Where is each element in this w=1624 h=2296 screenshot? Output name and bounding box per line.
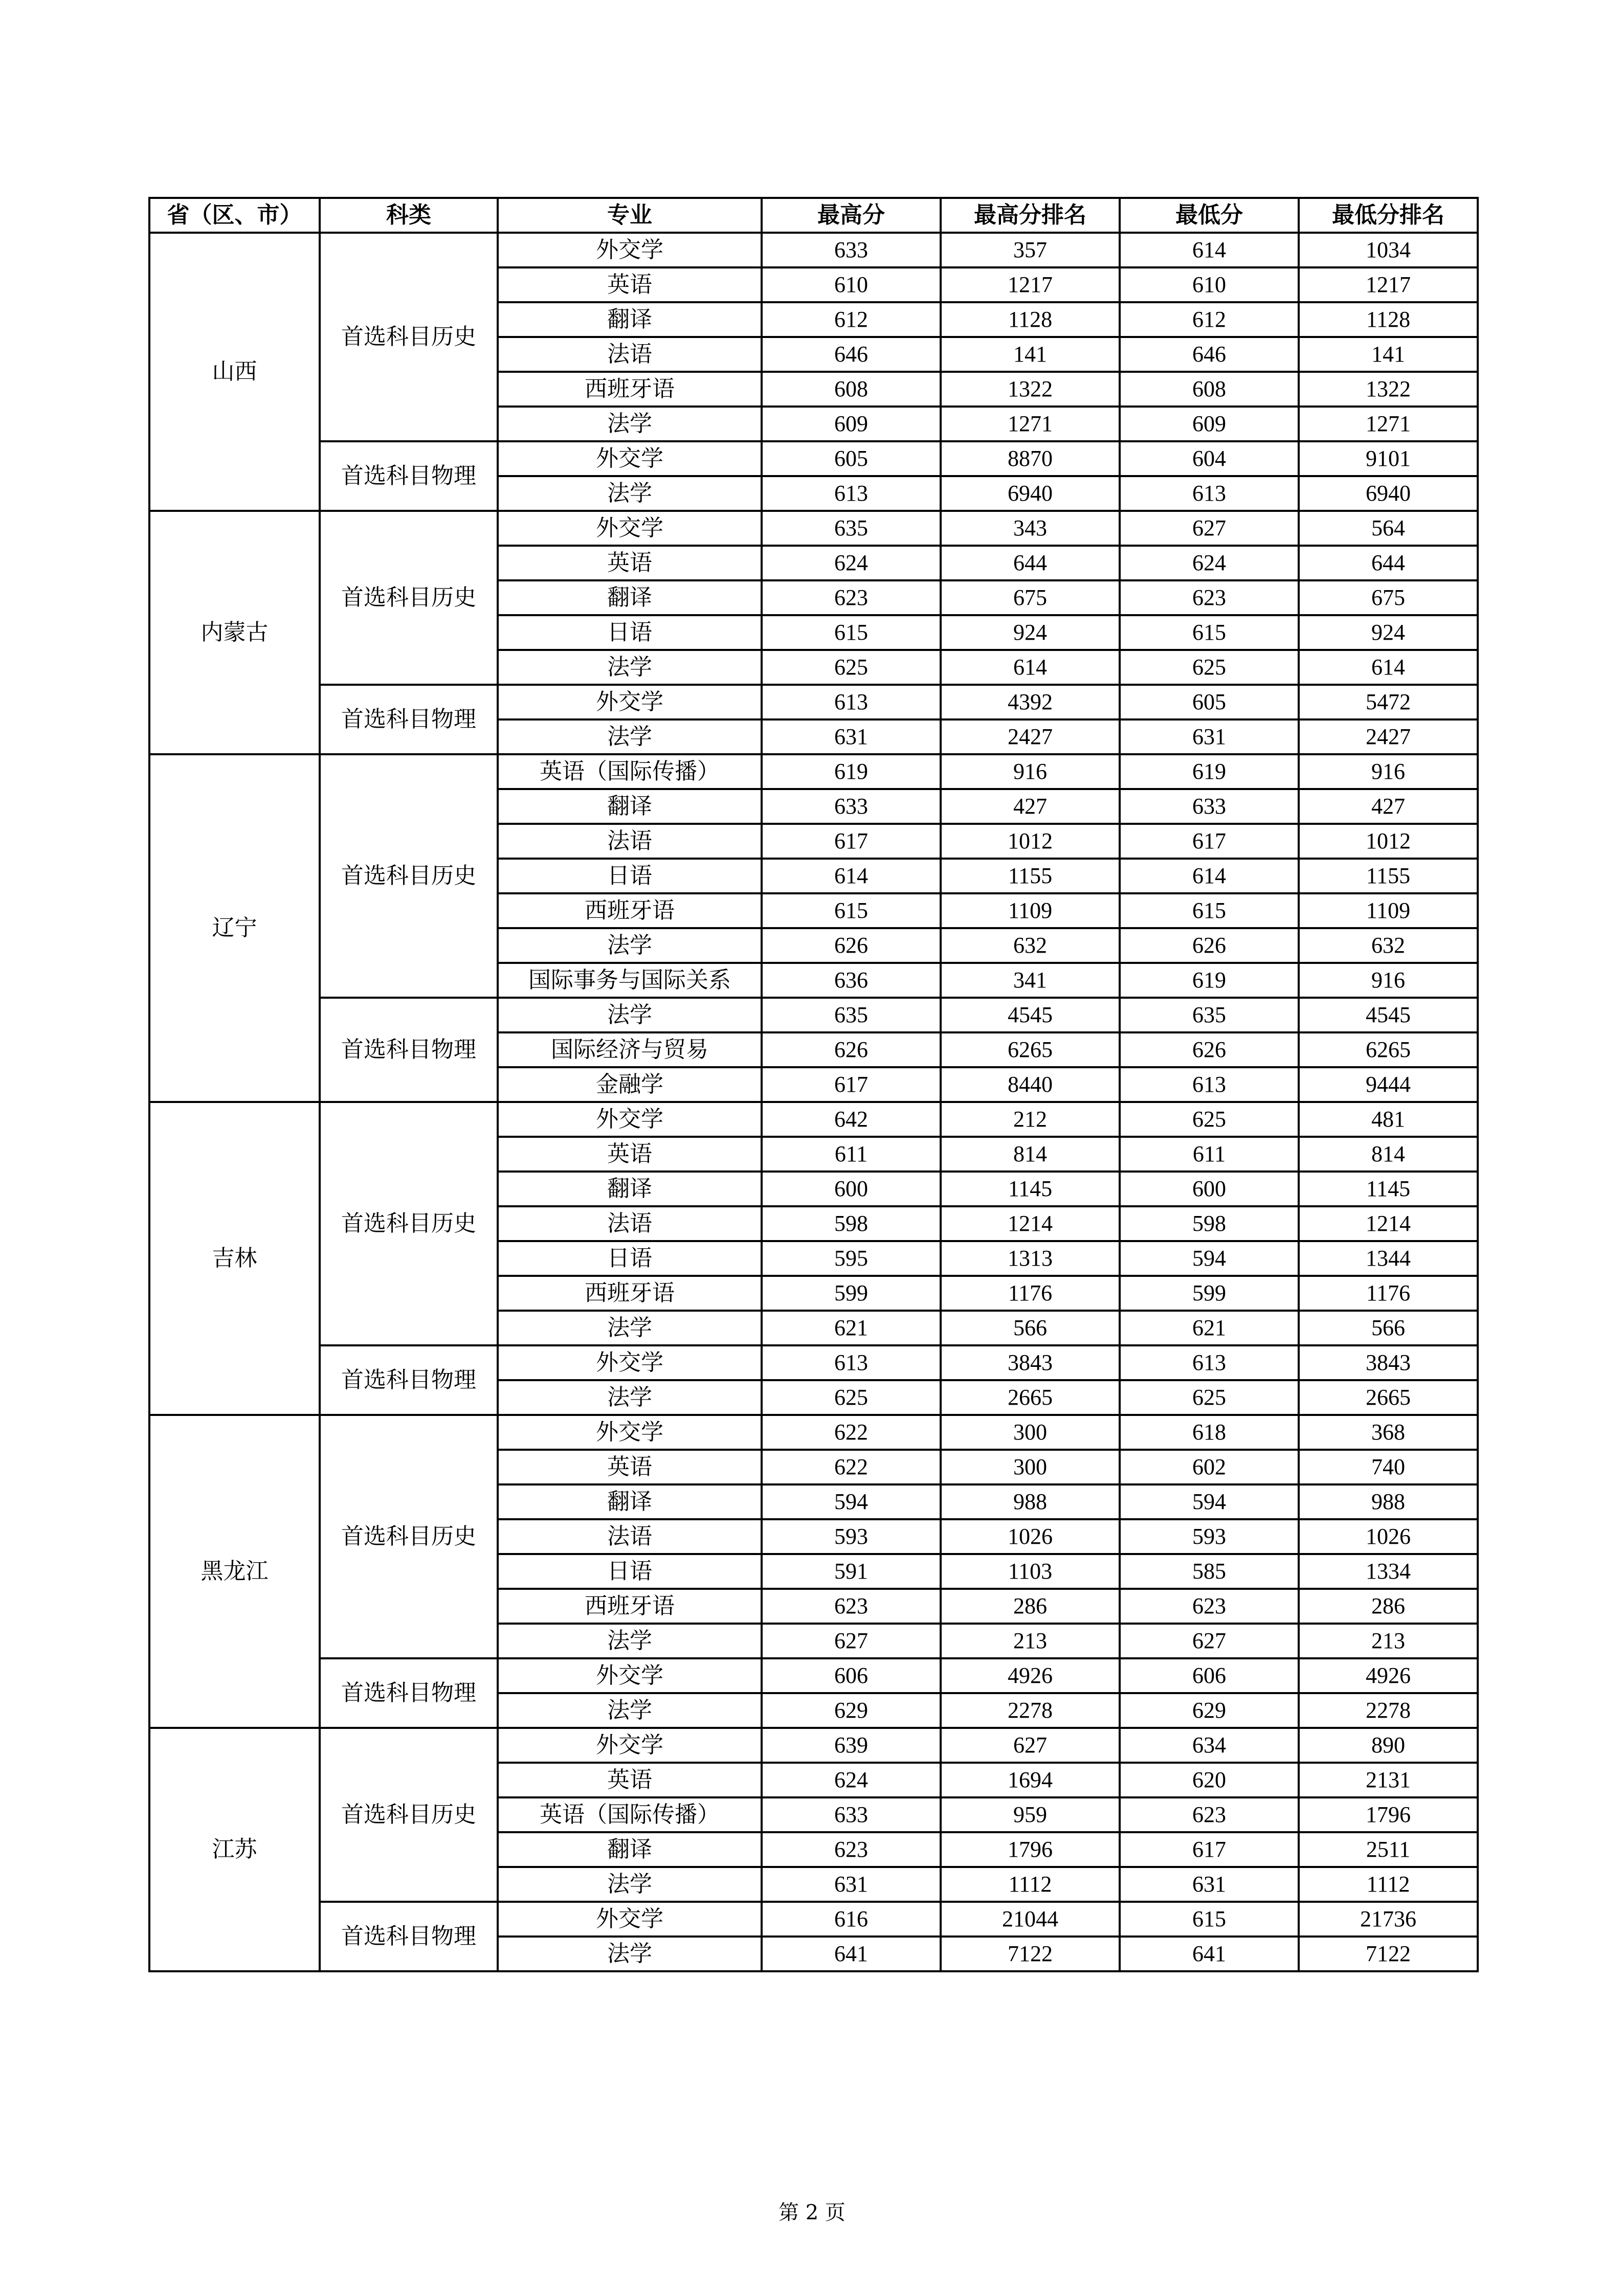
max-score-rank-cell: 300 [941,1415,1120,1450]
table-row [149,1658,1478,1693]
min-score-rank-cell: 1796 [1299,1797,1478,1832]
max-score-rank-cell: 632 [941,928,1120,963]
min-score-cell: 625 [1120,1102,1299,1137]
min-score-rank-cell: 632 [1299,928,1478,963]
max-score-cell: 639 [762,1728,941,1763]
max-score-rank-cell: 21044 [941,1902,1120,1937]
min-score-cell: 629 [1120,1693,1299,1728]
min-score-rank-cell: 4926 [1299,1658,1478,1693]
max-score-cell: 631 [762,719,941,754]
major-cell: 法学 [498,1624,762,1658]
category-cell: 首选科目物理 [320,441,498,511]
table-header-row [149,198,1478,233]
min-score-cell: 620 [1120,1763,1299,1797]
table-row [149,685,1478,719]
major-cell: 法学 [498,998,762,1032]
category-cell: 首选科目物理 [320,685,498,754]
max-score-rank-cell: 627 [941,1728,1120,1763]
max-score-cell: 629 [762,1693,941,1728]
province-cell: 山西 [149,233,320,511]
min-score-cell: 625 [1120,650,1299,685]
major-cell: 翻译 [498,789,762,824]
table-row [149,754,1478,789]
max-score-cell: 633 [762,233,941,267]
max-score-cell: 626 [762,928,941,963]
major-cell: 日语 [498,1241,762,1276]
min-score-cell: 624 [1120,546,1299,580]
header-min-score-rank: 最低分排名 [1299,198,1478,233]
min-score-cell: 621 [1120,1311,1299,1345]
province-cell: 辽宁 [149,754,320,1102]
major-cell: 法学 [498,1380,762,1415]
major-cell: 英语 [498,1137,762,1172]
major-cell: 法语 [498,824,762,859]
min-score-rank-cell: 5472 [1299,685,1478,719]
max-score-cell: 600 [762,1172,941,1206]
max-score-cell: 617 [762,1067,941,1102]
max-score-rank-cell: 1176 [941,1276,1120,1311]
min-score-cell: 613 [1120,1345,1299,1380]
min-score-cell: 634 [1120,1728,1299,1763]
min-score-cell: 615 [1120,893,1299,928]
min-score-rank-cell: 21736 [1299,1902,1478,1937]
max-score-cell: 617 [762,824,941,859]
max-score-rank-cell: 1112 [941,1867,1120,1902]
table-body [149,233,1478,1971]
max-score-cell: 624 [762,546,941,580]
max-score-rank-cell: 141 [941,337,1120,372]
min-score-cell: 600 [1120,1172,1299,1206]
major-cell: 法学 [498,1867,762,1902]
max-score-cell: 625 [762,650,941,685]
max-score-cell: 635 [762,998,941,1032]
max-score-cell: 615 [762,893,941,928]
min-score-cell: 613 [1120,476,1299,511]
min-score-cell: 626 [1120,1032,1299,1067]
category-cell: 首选科目历史 [320,754,498,998]
table-row [149,1345,1478,1380]
max-score-cell: 591 [762,1554,941,1589]
max-score-rank-cell: 1796 [941,1832,1120,1867]
min-score-rank-cell: 1214 [1299,1206,1478,1241]
min-score-cell: 608 [1120,372,1299,407]
max-score-rank-cell: 4392 [941,685,1120,719]
major-cell: 法学 [498,650,762,685]
max-score-rank-cell: 814 [941,1137,1120,1172]
min-score-rank-cell: 614 [1299,650,1478,685]
min-score-cell: 625 [1120,1380,1299,1415]
max-score-rank-cell: 4545 [941,998,1120,1032]
max-score-cell: 605 [762,441,941,476]
min-score-cell: 619 [1120,963,1299,998]
min-score-rank-cell: 1026 [1299,1519,1478,1554]
major-cell: 西班牙语 [498,372,762,407]
major-cell: 国际经济与贸易 [498,1032,762,1067]
min-score-cell: 598 [1120,1206,1299,1241]
major-cell: 翻译 [498,302,762,337]
major-cell: 西班牙语 [498,1276,762,1311]
major-cell: 日语 [498,1554,762,1589]
max-score-rank-cell: 1313 [941,1241,1120,1276]
major-cell: 英语 [498,546,762,580]
max-score-rank-cell: 1322 [941,372,1120,407]
max-score-cell: 613 [762,476,941,511]
min-score-cell: 614 [1120,233,1299,267]
max-score-cell: 595 [762,1241,941,1276]
min-score-rank-cell: 988 [1299,1484,1478,1519]
category-cell: 首选科目物理 [320,1345,498,1415]
max-score-cell: 609 [762,407,941,441]
max-score-rank-cell: 212 [941,1102,1120,1137]
category-cell: 首选科目历史 [320,1415,498,1658]
min-score-cell: 609 [1120,407,1299,441]
min-score-rank-cell: 6940 [1299,476,1478,511]
min-score-cell: 627 [1120,511,1299,546]
min-score-rank-cell: 286 [1299,1589,1478,1624]
max-score-rank-cell: 7122 [941,1937,1120,1971]
max-score-rank-cell: 1109 [941,893,1120,928]
max-score-rank-cell: 1155 [941,859,1120,893]
max-score-rank-cell: 675 [941,580,1120,615]
min-score-rank-cell: 890 [1299,1728,1478,1763]
max-score-rank-cell: 1026 [941,1519,1120,1554]
major-cell: 西班牙语 [498,1589,762,1624]
max-score-cell: 622 [762,1415,941,1450]
major-cell: 英语（国际传播） [498,1797,762,1832]
major-cell: 外交学 [498,233,762,267]
header-max-score-rank: 最高分排名 [941,198,1120,233]
admission-scores-table [148,197,1479,1972]
category-cell: 首选科目历史 [320,511,498,685]
min-score-cell: 615 [1120,615,1299,650]
max-score-cell: 598 [762,1206,941,1241]
major-cell: 外交学 [498,441,762,476]
major-cell: 西班牙语 [498,893,762,928]
min-score-rank-cell: 4545 [1299,998,1478,1032]
min-score-cell: 614 [1120,859,1299,893]
category-cell: 首选科目历史 [320,1728,498,1902]
max-score-cell: 610 [762,267,941,302]
min-score-rank-cell: 1271 [1299,407,1478,441]
min-score-cell: 619 [1120,754,1299,789]
max-score-rank-cell: 1128 [941,302,1120,337]
min-score-rank-cell: 481 [1299,1102,1478,1137]
min-score-cell: 623 [1120,1589,1299,1624]
min-score-cell: 599 [1120,1276,1299,1311]
major-cell: 外交学 [498,1728,762,1763]
max-score-cell: 619 [762,754,941,789]
max-score-rank-cell: 1214 [941,1206,1120,1241]
max-score-rank-cell: 566 [941,1311,1120,1345]
min-score-cell: 641 [1120,1937,1299,1971]
min-score-cell: 594 [1120,1241,1299,1276]
category-cell: 首选科目历史 [320,233,498,441]
max-score-cell: 635 [762,511,941,546]
major-cell: 外交学 [498,1658,762,1693]
max-score-cell: 621 [762,1311,941,1345]
major-cell: 外交学 [498,1415,762,1450]
max-score-rank-cell: 8870 [941,441,1120,476]
min-score-rank-cell: 1155 [1299,859,1478,893]
max-score-rank-cell: 300 [941,1450,1120,1484]
max-score-rank-cell: 341 [941,963,1120,998]
min-score-cell: 594 [1120,1484,1299,1519]
table-row [149,1728,1478,1763]
max-score-rank-cell: 6265 [941,1032,1120,1067]
table-row [149,1415,1478,1450]
header-max-score: 最高分 [762,198,941,233]
max-score-cell: 615 [762,615,941,650]
min-score-cell: 635 [1120,998,1299,1032]
max-score-rank-cell: 427 [941,789,1120,824]
min-score-rank-cell: 740 [1299,1450,1478,1484]
max-score-rank-cell: 1694 [941,1763,1120,1797]
min-score-rank-cell: 675 [1299,580,1478,615]
major-cell: 外交学 [498,1902,762,1937]
major-cell: 外交学 [498,511,762,546]
max-score-cell: 593 [762,1519,941,1554]
header-major: 专业 [498,198,762,233]
major-cell: 外交学 [498,1345,762,1380]
major-cell: 法语 [498,337,762,372]
max-score-cell: 625 [762,1380,941,1415]
min-score-cell: 631 [1120,1867,1299,1902]
major-cell: 法学 [498,407,762,441]
table-row [149,441,1478,476]
major-cell: 翻译 [498,1172,762,1206]
max-score-rank-cell: 1012 [941,824,1120,859]
max-score-cell: 611 [762,1137,941,1172]
max-score-cell: 616 [762,1902,941,1937]
min-score-cell: 617 [1120,824,1299,859]
major-cell: 翻译 [498,1484,762,1519]
major-cell: 英语 [498,267,762,302]
max-score-cell: 636 [762,963,941,998]
min-score-rank-cell: 2511 [1299,1832,1478,1867]
min-score-rank-cell: 1217 [1299,267,1478,302]
min-score-rank-cell: 1176 [1299,1276,1478,1311]
max-score-rank-cell: 357 [941,233,1120,267]
max-score-rank-cell: 924 [941,615,1120,650]
min-score-cell: 604 [1120,441,1299,476]
max-score-cell: 627 [762,1624,941,1658]
major-cell: 法学 [498,1693,762,1728]
min-score-cell: 626 [1120,928,1299,963]
min-score-rank-cell: 1112 [1299,1867,1478,1902]
major-cell: 国际事务与国际关系 [498,963,762,998]
min-score-rank-cell: 1034 [1299,233,1478,267]
major-cell: 法学 [498,719,762,754]
min-score-cell: 633 [1120,789,1299,824]
table-row [149,998,1478,1032]
min-score-cell: 585 [1120,1554,1299,1589]
province-cell: 黑龙江 [149,1415,320,1728]
max-score-rank-cell: 916 [941,754,1120,789]
max-score-rank-cell: 343 [941,511,1120,546]
province-cell: 吉林 [149,1102,320,1415]
major-cell: 法学 [498,1311,762,1345]
min-score-cell: 615 [1120,1902,1299,1937]
max-score-cell: 623 [762,580,941,615]
max-score-rank-cell: 1271 [941,407,1120,441]
min-score-rank-cell: 924 [1299,615,1478,650]
min-score-rank-cell: 9444 [1299,1067,1478,1102]
major-cell: 翻译 [498,1832,762,1867]
major-cell: 英语 [498,1763,762,1797]
max-score-rank-cell: 2278 [941,1693,1120,1728]
min-score-rank-cell: 213 [1299,1624,1478,1658]
min-score-rank-cell: 6265 [1299,1032,1478,1067]
min-score-cell: 593 [1120,1519,1299,1554]
major-cell: 外交学 [498,1102,762,1137]
max-score-rank-cell: 614 [941,650,1120,685]
max-score-cell: 624 [762,1763,941,1797]
min-score-rank-cell: 916 [1299,963,1478,998]
min-score-rank-cell: 2665 [1299,1380,1478,1415]
min-score-cell: 631 [1120,719,1299,754]
major-cell: 日语 [498,615,762,650]
min-score-rank-cell: 566 [1299,1311,1478,1345]
max-score-rank-cell: 2665 [941,1380,1120,1415]
max-score-rank-cell: 1217 [941,267,1120,302]
province-cell: 江苏 [149,1728,320,1971]
min-score-rank-cell: 3843 [1299,1345,1478,1380]
max-score-rank-cell: 959 [941,1797,1120,1832]
major-cell: 外交学 [498,685,762,719]
max-score-cell: 631 [762,1867,941,1902]
min-score-rank-cell: 1334 [1299,1554,1478,1589]
min-score-rank-cell: 7122 [1299,1937,1478,1971]
min-score-rank-cell: 141 [1299,337,1478,372]
min-score-rank-cell: 2278 [1299,1693,1478,1728]
min-score-rank-cell: 1145 [1299,1172,1478,1206]
max-score-cell: 622 [762,1450,941,1484]
major-cell: 英语 [498,1450,762,1484]
max-score-rank-cell: 1145 [941,1172,1120,1206]
min-score-cell: 617 [1120,1832,1299,1867]
min-score-rank-cell: 427 [1299,789,1478,824]
min-score-rank-cell: 644 [1299,546,1478,580]
min-score-rank-cell: 814 [1299,1137,1478,1172]
max-score-cell: 613 [762,1345,941,1380]
major-cell: 法学 [498,1937,762,1971]
min-score-rank-cell: 1109 [1299,893,1478,928]
min-score-cell: 613 [1120,1067,1299,1102]
max-score-rank-cell: 286 [941,1589,1120,1624]
max-score-cell: 626 [762,1032,941,1067]
category-cell: 首选科目历史 [320,1102,498,1345]
major-cell: 金融学 [498,1067,762,1102]
major-cell: 法语 [498,1206,762,1241]
max-score-cell: 606 [762,1658,941,1693]
major-cell: 法学 [498,476,762,511]
min-score-rank-cell: 916 [1299,754,1478,789]
max-score-cell: 612 [762,302,941,337]
min-score-rank-cell: 2131 [1299,1763,1478,1797]
min-score-cell: 646 [1120,337,1299,372]
min-score-rank-cell: 1344 [1299,1241,1478,1276]
min-score-rank-cell: 1128 [1299,302,1478,337]
max-score-cell: 613 [762,685,941,719]
max-score-rank-cell: 8440 [941,1067,1120,1102]
min-score-cell: 612 [1120,302,1299,337]
major-cell: 英语（国际传播） [498,754,762,789]
header-province: 省（区、市） [149,198,320,233]
header-category: 科类 [320,198,498,233]
table-row [149,511,1478,546]
min-score-cell: 618 [1120,1415,1299,1450]
max-score-rank-cell: 213 [941,1624,1120,1658]
category-cell: 首选科目物理 [320,1658,498,1728]
category-cell: 首选科目物理 [320,1902,498,1971]
min-score-cell: 602 [1120,1450,1299,1484]
max-score-cell: 594 [762,1484,941,1519]
min-score-rank-cell: 2427 [1299,719,1478,754]
province-cell: 内蒙古 [149,511,320,754]
max-score-cell: 633 [762,1797,941,1832]
min-score-cell: 627 [1120,1624,1299,1658]
table-row [149,233,1478,267]
max-score-cell: 646 [762,337,941,372]
max-score-cell: 642 [762,1102,941,1137]
table-row [149,1902,1478,1937]
max-score-cell: 633 [762,789,941,824]
max-score-rank-cell: 1103 [941,1554,1120,1589]
max-score-cell: 623 [762,1832,941,1867]
major-cell: 法学 [498,928,762,963]
page-number: 第 2 页 [778,2201,846,2224]
min-score-cell: 605 [1120,685,1299,719]
max-score-rank-cell: 988 [941,1484,1120,1519]
min-score-rank-cell: 9101 [1299,441,1478,476]
max-score-rank-cell: 644 [941,546,1120,580]
min-score-cell: 623 [1120,1797,1299,1832]
min-score-rank-cell: 368 [1299,1415,1478,1450]
major-cell: 法语 [498,1519,762,1554]
max-score-cell: 599 [762,1276,941,1311]
max-score-rank-cell: 6940 [941,476,1120,511]
max-score-cell: 614 [762,859,941,893]
max-score-rank-cell: 3843 [941,1345,1120,1380]
min-score-rank-cell: 1322 [1299,372,1478,407]
min-score-cell: 611 [1120,1137,1299,1172]
table-row [149,1102,1478,1137]
max-score-cell: 608 [762,372,941,407]
min-score-cell: 606 [1120,1658,1299,1693]
major-cell: 翻译 [498,580,762,615]
min-score-cell: 610 [1120,267,1299,302]
max-score-cell: 623 [762,1589,941,1624]
max-score-rank-cell: 2427 [941,719,1120,754]
max-score-cell: 641 [762,1937,941,1971]
min-score-rank-cell: 1012 [1299,824,1478,859]
major-cell: 日语 [498,859,762,893]
header-min-score: 最低分 [1120,198,1299,233]
max-score-rank-cell: 4926 [941,1658,1120,1693]
category-cell: 首选科目物理 [320,998,498,1102]
min-score-rank-cell: 564 [1299,511,1478,546]
min-score-cell: 623 [1120,580,1299,615]
